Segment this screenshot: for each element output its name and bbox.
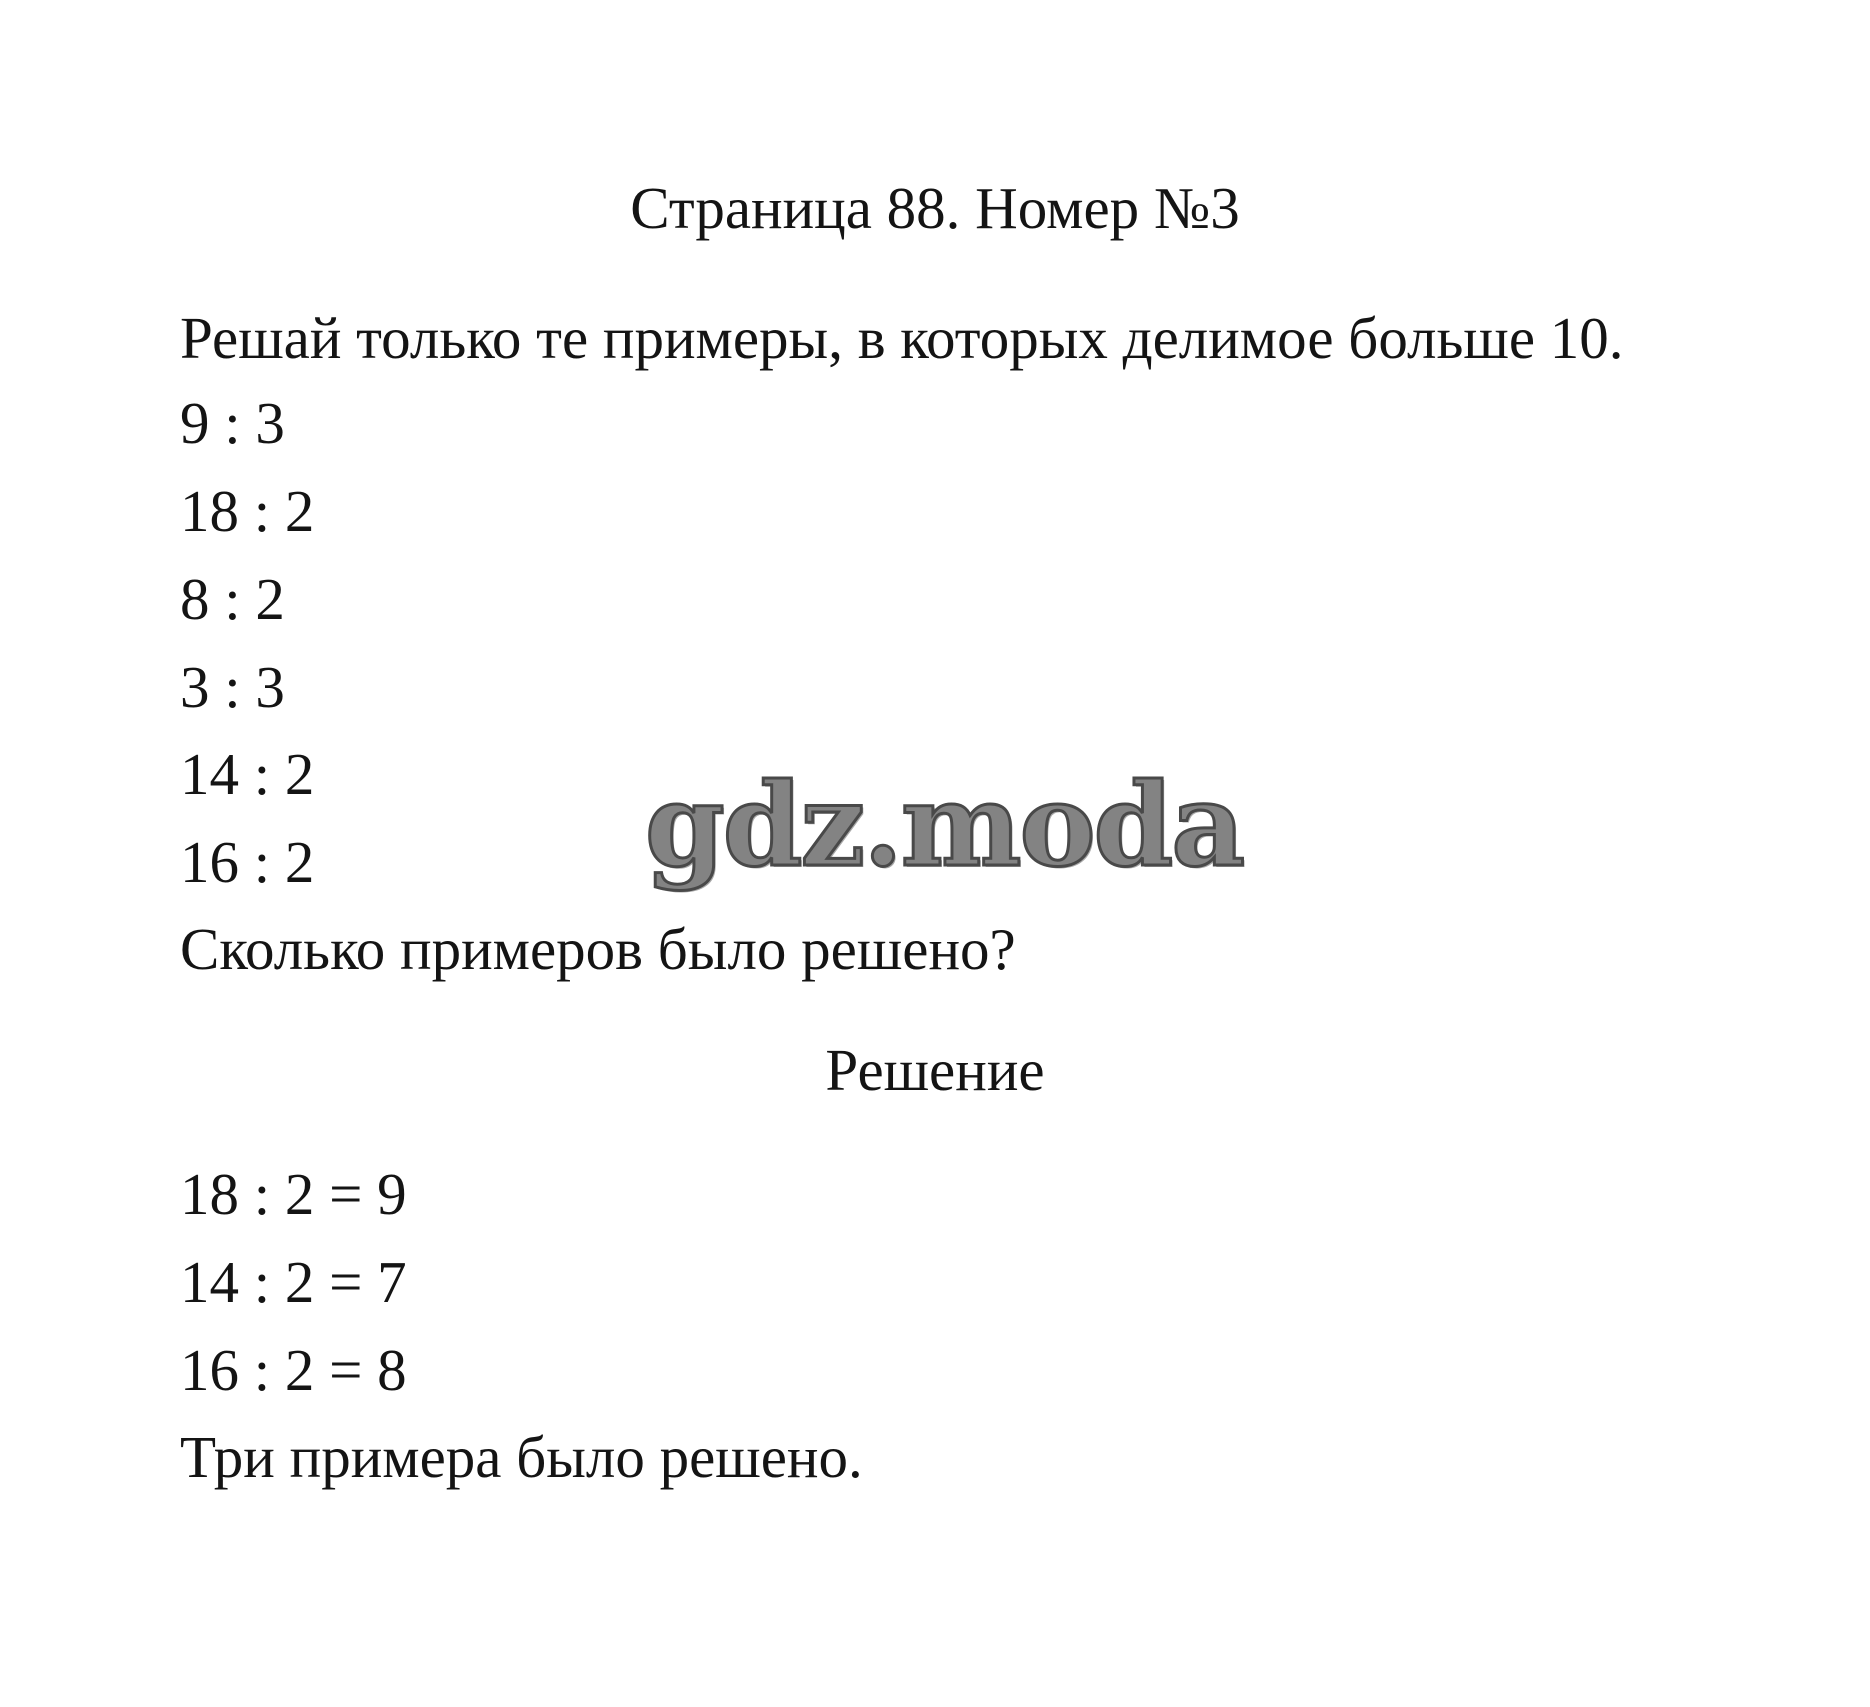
solution-line-1: 18 : 2 = 9 [180,1161,407,1227]
example-3: 8 : 2 [180,566,285,632]
task-question: Сколько примеров было решено? [180,916,1016,982]
example-1: 9 : 3 [180,390,285,456]
solution-line-3: 16 : 2 = 8 [180,1337,407,1403]
solution-answer: Три примера было решено. [180,1424,863,1490]
example-5: 14 : 2 [180,741,315,807]
example-4: 3 : 3 [180,654,285,720]
solution-line-2: 14 : 2 = 7 [180,1249,407,1315]
watermark-logo: gdz.moda [645,758,1244,892]
task-instruction: Решай только те примеры, в которых делимое больше 10. [180,305,1624,371]
solution-heading: Решение [825,1037,1045,1103]
example-6: 16 : 2 [180,829,315,895]
example-2: 18 : 2 [180,478,315,544]
page-title: Страница 88. Номер №3 [630,175,1240,241]
